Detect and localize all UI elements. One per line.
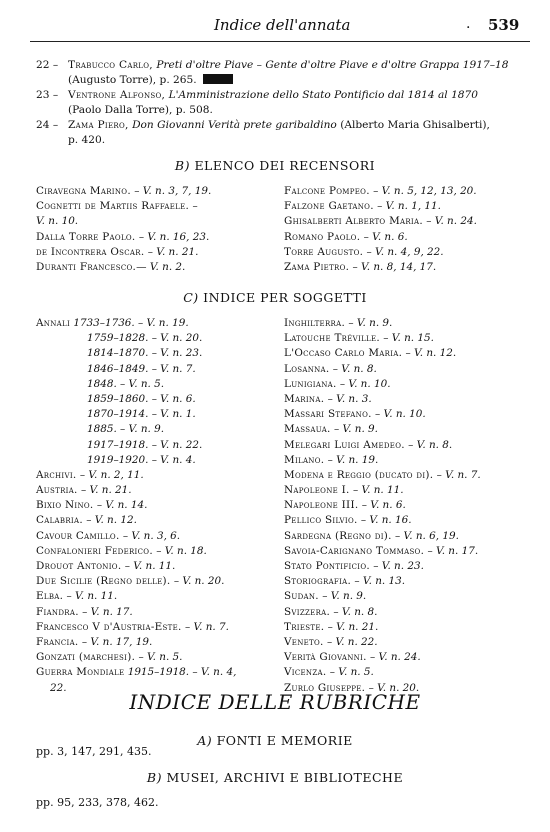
index-name: Marina. <box>284 392 325 405</box>
index-name: Duranti Francesco. <box>36 260 137 273</box>
index-row <box>36 620 236 635</box>
index-reference: – V. n. 11. <box>63 590 118 603</box>
entry-title: L'Amministrazione dello Stato Pontificio dal 1814 al 1870 <box>168 89 479 101</box>
index-row <box>284 362 481 377</box>
index-reference: – V. n. 21. <box>144 245 199 258</box>
index-reference: – V. n. 2, 11. <box>76 468 144 481</box>
page-number: 539 <box>488 16 520 34</box>
index-row <box>284 574 481 589</box>
index-row <box>284 230 477 245</box>
index-name: L'Occaso Carlo Maria. <box>284 347 403 360</box>
index-reference: – V. n. 6. <box>360 230 408 243</box>
index-name: Storiografia. <box>284 575 352 588</box>
index-row <box>284 635 481 650</box>
index-name: Annali <box>36 317 71 329</box>
index-row <box>36 513 236 528</box>
index-name: Due Sicilie (Regno delle). <box>36 575 171 588</box>
index-name: Modena e Reggio (ducato di). <box>284 468 434 481</box>
index-reference: – V. n. 1, 11. <box>373 200 441 213</box>
index-row <box>36 377 236 392</box>
index-row <box>36 544 236 559</box>
index-row <box>284 422 481 437</box>
section-letter: A) <box>197 733 213 748</box>
running-dot: . <box>466 16 471 32</box>
index-name: Calabria. <box>36 514 83 527</box>
index-reference: – V. n. 20. <box>170 575 225 588</box>
subjects-right-column <box>284 316 481 696</box>
index-row <box>36 214 211 229</box>
index-name: Pellico Silvio. <box>284 514 358 527</box>
author-entry-24 <box>36 118 514 148</box>
index-reference: 1759–1828. – V. n. 20. <box>87 332 203 345</box>
index-row <box>284 407 481 422</box>
reviewers-left-column <box>36 184 211 275</box>
index-reference: – V. n. 15. <box>380 332 434 345</box>
index-name: Massaua. <box>284 423 331 436</box>
entry-reviewer: (Paolo Dalla Torre), p. 508. <box>68 104 213 116</box>
index-reference: 1848. – V. n. 5. <box>87 377 165 390</box>
index-row <box>284 513 481 528</box>
index-name: Drouot Antonio. <box>36 560 122 572</box>
index-row <box>284 199 477 214</box>
entry-title: Preti d'oltre Piave – Gente d'oltre Piave e d'oltre Grappa 1917–18 <box>156 59 509 71</box>
index-name: Archivi. <box>36 468 77 481</box>
index-reference: – V. n. 11. <box>349 484 404 497</box>
index-name: Inghilterra. <box>284 317 346 329</box>
section-letter: C) <box>183 290 199 305</box>
index-row <box>36 438 236 453</box>
index-name: Napoleone I. <box>284 484 350 497</box>
index-row <box>36 468 236 483</box>
index-row <box>36 346 236 361</box>
index-name: Veneto. <box>284 635 324 648</box>
index-name: Verità Giovanni. <box>284 651 367 664</box>
index-reference: — V. n. 2. <box>136 260 186 273</box>
index-reference: – V. n. 3. <box>324 392 372 405</box>
index-row <box>36 665 236 680</box>
index-row <box>36 559 236 574</box>
index-reference: – V. n. 9. <box>330 423 378 436</box>
index-row <box>284 620 481 635</box>
entry-pages: p. 420. <box>68 134 106 146</box>
index-row <box>284 468 481 483</box>
index-reference: 1919–1920. – V. n. 4. <box>87 453 196 466</box>
index-reference: – V. n. 16, 23. <box>135 230 210 243</box>
index-reference: 1814–1870. – V. n. 23. <box>87 347 203 360</box>
index-reference: – V. n. 9. <box>318 590 367 603</box>
index-name: Melegari Luigi Amedeo. <box>284 438 405 451</box>
index-name: Sudan. <box>284 590 319 603</box>
index-row <box>284 665 481 680</box>
index-reference: 1846–1849. – V. n. 7. <box>87 362 196 375</box>
index-name: Napoleone III. <box>284 499 359 512</box>
index-row <box>284 245 477 260</box>
index-reference: – V. n. 5, 12, 13, 20. <box>369 185 477 197</box>
index-reference: – V. n. 23. <box>369 560 424 572</box>
index-reference: – V. n. 21. <box>324 620 379 633</box>
index-name: Austria. <box>36 484 78 497</box>
index-name: Vicenza. <box>284 666 327 679</box>
index-row <box>284 498 481 513</box>
section-b-heading <box>0 158 550 173</box>
section-title: MUSEI, ARCHIVI E BIBLIOTECHE <box>166 770 404 785</box>
index-reference: – V. n. 8. <box>329 362 377 375</box>
index-row <box>36 316 236 331</box>
index-row <box>36 362 236 377</box>
index-row <box>284 559 481 574</box>
index-name: Bixio Nino. <box>36 499 94 512</box>
index-name: Falzone Gaetano. <box>284 200 374 213</box>
index-row <box>284 316 481 331</box>
index-row <box>36 407 236 422</box>
header-rule <box>30 41 530 42</box>
index-name: Savoia-Carignano Tommaso. <box>284 544 425 557</box>
section-title: FONTI E MEMORIE <box>216 733 353 748</box>
index-reference: – V. n. 10. <box>371 408 426 421</box>
index-name: Lunigiana. <box>284 377 337 390</box>
index-name: Gonzati (marchesi). <box>36 651 136 664</box>
index-reference: 1870–1914. – V. n. 1. <box>87 408 196 421</box>
index-row <box>284 260 477 275</box>
index-row <box>36 529 236 544</box>
index-row <box>284 392 481 407</box>
index-name: Svizzera. <box>284 605 331 618</box>
index-row <box>36 230 211 245</box>
index-name: Zurlo Giuseppe. <box>284 681 366 694</box>
index-reference: – V. n. 21. <box>77 484 132 497</box>
index-name: Ghisalberti Alberto Maria. <box>284 215 423 228</box>
index-row <box>284 529 481 544</box>
index-reference: – V. n. 17. <box>424 544 479 557</box>
index-name: Milano. <box>284 453 325 466</box>
index-row <box>36 260 211 275</box>
index-reference: – V. n. 12. <box>402 347 457 360</box>
index-name: Francia. <box>36 635 79 648</box>
index-name: de Incontrera Oscar. <box>36 245 145 258</box>
index-reference: – V. n. 4, 9, 22. <box>363 245 444 258</box>
index-reference: – V. n. 12. <box>82 514 137 527</box>
rubrica-b-heading <box>0 770 550 785</box>
running-header <box>0 14 550 36</box>
section-letter: B) <box>174 158 190 173</box>
index-reference: – V. n. 5. <box>135 651 183 664</box>
index-reference: – V. n. 20. <box>365 681 420 694</box>
section-letter: B) <box>146 770 162 785</box>
index-reference: 1859–1860. – V. n. 6. <box>87 392 196 405</box>
index-reference: – V. n. 7. <box>433 468 481 481</box>
index-name: Elba. <box>36 590 64 603</box>
index-name: Massari Stefano. <box>284 408 372 421</box>
index-row <box>284 377 481 392</box>
index-reference: – V. n. 6. <box>358 499 406 512</box>
index-row <box>36 498 236 513</box>
index-row <box>284 605 481 620</box>
index-reference: – V. n. 18. <box>152 544 207 557</box>
index-reference: – <box>189 200 198 213</box>
index-reference: – V. n. 14. <box>93 499 148 512</box>
author-entry-22 <box>36 58 514 88</box>
index-name: Torre Augusto. <box>284 245 364 258</box>
index-reference: 1915–1918. – V. n. 4, <box>124 666 237 679</box>
index-row <box>284 453 481 468</box>
index-row <box>284 214 477 229</box>
index-reference: – V. n. 10. <box>336 377 391 390</box>
index-reference: – V. n. 13. <box>351 575 406 588</box>
index-reference: – V. n. 11. <box>121 560 176 572</box>
rubrica-a-pages: pp. 3, 147, 291, 435. <box>36 745 152 758</box>
index-row <box>36 331 236 346</box>
index-reference: – V. n. 9. <box>345 317 393 329</box>
index-reference: – V. n. 3, 7, 19. <box>130 185 212 197</box>
index-reference: – V. n. 16. <box>357 514 412 527</box>
running-title: Indice dell'annata <box>214 16 351 34</box>
entry-author: Trabucco Carlo, <box>68 59 153 71</box>
index-row <box>284 483 481 498</box>
index-reference: – V. n. 8. <box>330 605 378 618</box>
entry-number: 22 – <box>36 59 59 71</box>
index-name: Cavour Camillo. <box>36 529 120 542</box>
index-name: Guerra Mondiale <box>36 666 125 679</box>
redaction-mark <box>203 74 233 84</box>
index-row <box>36 589 236 604</box>
index-row <box>36 650 236 665</box>
index-name: Fiandra. <box>36 605 79 618</box>
rubrica-b-pages: pp. 95, 233, 378, 462. <box>36 796 159 809</box>
index-name: Romano Paolo. <box>284 230 361 243</box>
index-row <box>36 453 236 468</box>
index-reference: – V. n. 24. <box>366 651 421 664</box>
index-row <box>284 650 481 665</box>
entry-title: Don Giovanni Verità prete garibaldino <box>132 119 337 131</box>
entry-number: 23 – <box>36 89 59 101</box>
index-reference: 1885. – V. n. 9. <box>87 423 165 436</box>
index-row <box>284 331 481 346</box>
index-name: Trieste. <box>284 620 325 633</box>
index-row <box>36 184 211 199</box>
index-reference: 1733–1736. – V. n. 19. <box>70 317 189 329</box>
index-name: Zama Pietro. <box>284 260 350 273</box>
index-reference: V. n. 10. <box>36 215 79 228</box>
index-name: Losanna. <box>284 362 330 375</box>
index-reference: – V. n. 19. <box>324 453 379 466</box>
index-row <box>36 245 211 260</box>
author-entry-23 <box>36 88 514 118</box>
index-row <box>36 574 236 589</box>
index-reference: – V. n. 3, 6. <box>119 529 181 542</box>
index-row <box>36 483 236 498</box>
index-row <box>284 184 477 199</box>
entry-reviewer: (Augusto Torre), p. 265. <box>68 74 197 86</box>
index-row <box>284 544 481 559</box>
entry-author: Ventrone Alfonso, <box>68 89 166 101</box>
section-title: INDICE PER SOGGETTI <box>203 290 367 305</box>
index-name: Ciravegna Marino. <box>36 185 131 197</box>
index-reference: – V. n. 6, 19. <box>391 529 459 542</box>
index-reference: – V. n. 17. <box>78 605 133 618</box>
index-reference: – V. n. 17, 19. <box>78 635 153 648</box>
index-row <box>36 605 236 620</box>
index-row <box>36 199 211 214</box>
index-name: Dalla Torre Paolo. <box>36 230 136 243</box>
entry-author: Zama Piero, <box>68 119 129 131</box>
index-reference: – V. n. 7. <box>181 620 229 633</box>
index-row <box>36 635 236 650</box>
index-row <box>36 422 236 437</box>
reviewers-right-column <box>284 184 477 275</box>
index-reference: – V. n. 24. <box>422 215 477 228</box>
entry-reviewer: (Alberto Maria Ghisalberti), <box>340 119 490 131</box>
index-reference: 1917–1918. – V. n. 22. <box>87 438 203 451</box>
index-row <box>36 392 236 407</box>
section-c-heading <box>0 290 550 305</box>
index-reference: – V. n. 22. <box>323 635 378 648</box>
index-row <box>284 438 481 453</box>
section-title: ELENCO DEI RECENSORI <box>194 158 376 173</box>
index-reference: – V. n. 8. <box>404 438 453 451</box>
index-reference: 22. <box>50 681 67 694</box>
index-name: Francesco V d'Austria-Este. <box>36 620 182 633</box>
index-name: Stato Pontificio. <box>284 560 370 572</box>
index-row <box>284 589 481 604</box>
rubriche-title: INDICE DELLE RUBRICHE <box>129 690 421 714</box>
index-name: Cognetti de Martiis Raffaele. <box>36 200 190 213</box>
index-name: Sardegna (Regno di). <box>284 529 392 542</box>
index-row <box>284 346 481 361</box>
subjects-left-column <box>36 316 236 696</box>
index-reference: – V. n. 5. <box>326 666 374 679</box>
index-name: Falcone Pompeo. <box>284 185 370 197</box>
entry-number: 24 – <box>36 119 59 131</box>
index-reference: – V. n. 8, 14, 17. <box>349 260 437 273</box>
index-name: Latouche Tréville. <box>284 332 380 345</box>
index-name: Confalonieri Federico. <box>36 544 153 557</box>
